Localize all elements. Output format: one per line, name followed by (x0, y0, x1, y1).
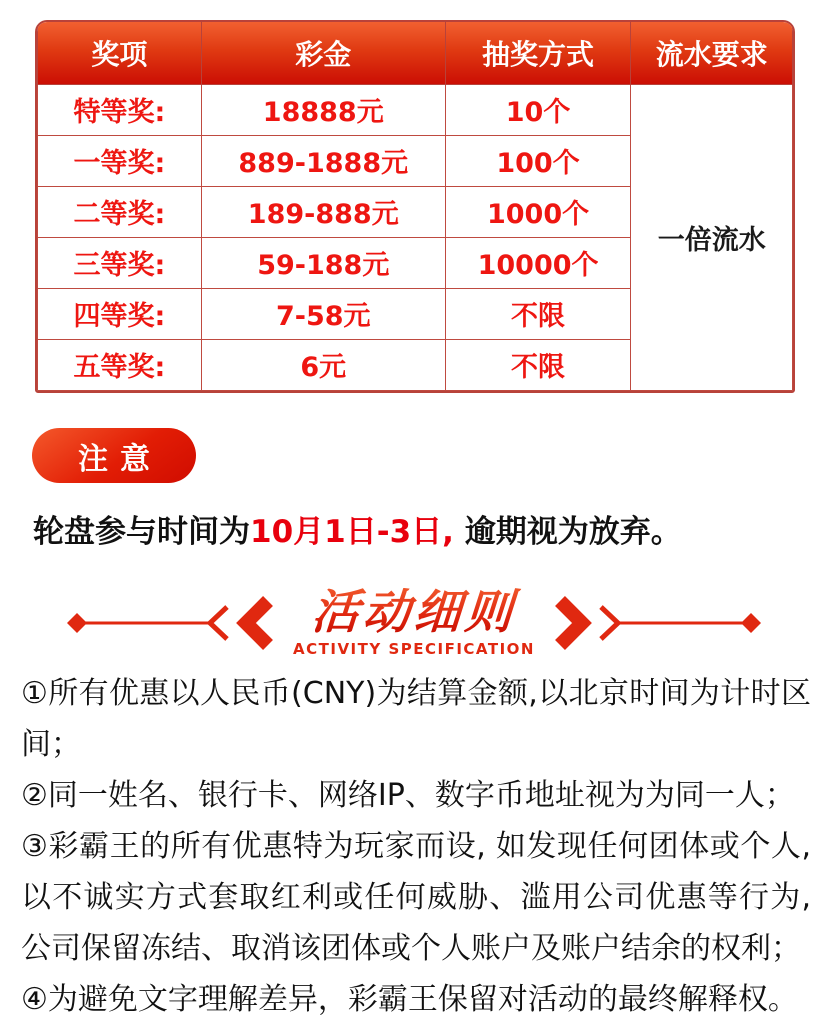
method-cell: 不限 (445, 339, 631, 390)
method-cell: 10个 (445, 84, 631, 135)
prize-table (37, 22, 793, 391)
notice-badge-label: 注意 (78, 441, 162, 477)
prize-cell: 三等奖: (38, 237, 202, 288)
rule-item-3: ③彩霸王的所有优惠特为玩家而设, 如发现任何团体或个人, 以不诚实方式套取红利或任何威胁、滥用公司优惠等行为, 公司保留冻结、取消该团体或个人账户及账户结余的权利； (21, 829, 811, 966)
notice-badge (32, 428, 196, 483)
header-method: 抽奖方式 (445, 22, 631, 84)
amount-cell: 6元 (201, 339, 445, 390)
amount-cell: 18888元 (201, 84, 445, 135)
prize-cell: 二等奖: (38, 186, 202, 237)
rules-list (21, 668, 811, 1025)
notice-text-before: 轮盘参与时间为 (33, 514, 250, 550)
header-amount: 彩金 (201, 22, 445, 84)
notice-date-highlight: 10月1日-3日, (250, 514, 454, 550)
amount-cell: 889-1888元 (201, 135, 445, 186)
divider-right-arrow-icon (549, 592, 764, 654)
prize-cell: 四等奖: (38, 288, 202, 339)
table-row (38, 84, 793, 135)
section-title-block (293, 584, 535, 659)
amount-cell: 59-188元 (201, 237, 445, 288)
prize-table-wrapper (35, 20, 795, 393)
prize-cell: 一等奖: (38, 135, 202, 186)
prize-cell: 特等奖: (38, 84, 202, 135)
table-header-row (38, 22, 793, 84)
rule-item-4: ④为避免文字理解差异，彩霸王保留对活动的最终解释权。 (21, 982, 798, 1017)
notice-text (33, 506, 803, 551)
header-prize: 奖项 (38, 22, 202, 84)
method-cell: 10000个 (445, 237, 631, 288)
rule-item-2: ②同一姓名、银行卡、网络IP、数字币地址视为为同一人； (21, 778, 795, 813)
section-divider (0, 582, 828, 664)
amount-cell: 7-58元 (201, 288, 445, 339)
section-subtitle: ACTIVITY SPECIFICATION (293, 640, 535, 659)
rule-item-1: ①所有优惠以人民币(CNY)为结算金额,以北京时间为计时区间； (21, 676, 811, 762)
method-cell: 100个 (445, 135, 631, 186)
amount-cell: 189-888元 (201, 186, 445, 237)
prize-cell: 五等奖: (38, 339, 202, 390)
section-title: 活动细则 (291, 588, 536, 637)
notice-text-after: 逾期视为放弃。 (453, 514, 682, 550)
divider-left-arrow-icon (64, 592, 279, 654)
method-cell: 不限 (445, 288, 631, 339)
header-turnover: 流水要求 (631, 22, 793, 84)
method-cell: 1000个 (445, 186, 631, 237)
turnover-cell: 一倍流水 (631, 84, 793, 390)
